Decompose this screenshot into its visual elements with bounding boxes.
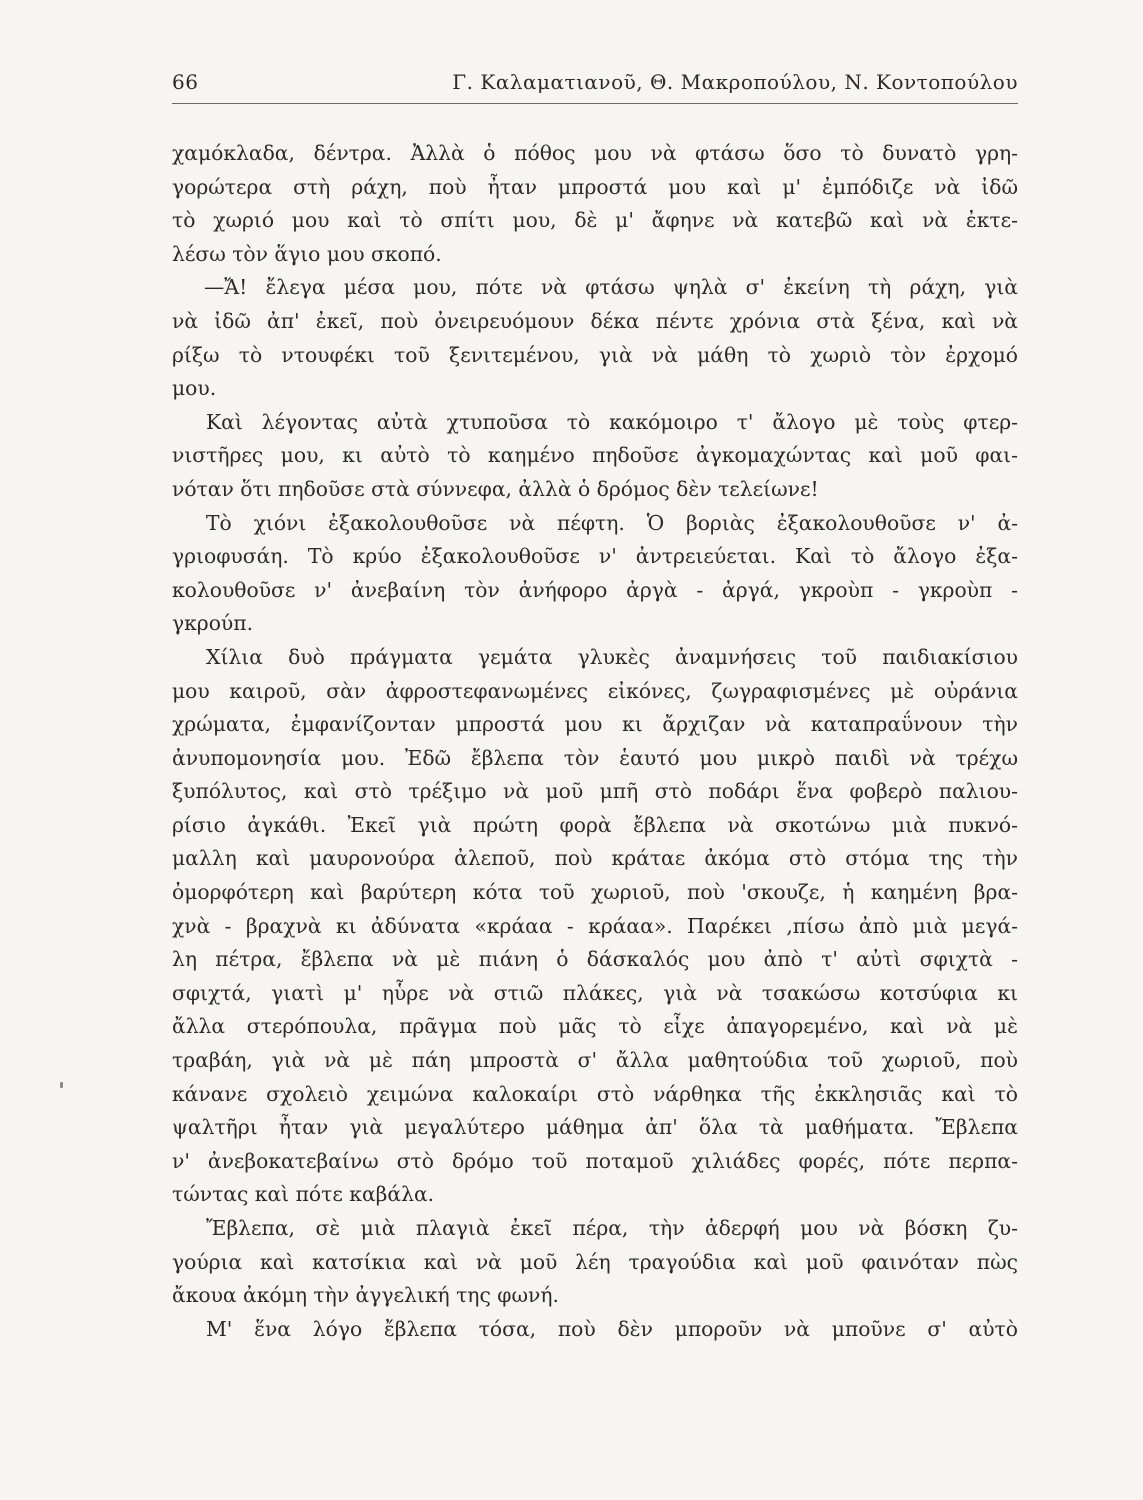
text-line: κολουθοῦσε ν' ἀνεβαίνη τὸν ἀνήφορο ἀργὰ - ἀργά, γκροὺπ - γκροὺπ -	[172, 577, 1018, 602]
text-line: γούρια καὶ κατσίκια καὶ νὰ μοῦ λέη τραγούδια καὶ μοῦ φαινόταν πὼς	[172, 1249, 1018, 1274]
text-line: Τὸ χιόνι ἐξακολουθοῦσε νὰ πέφτη. Ὁ βοριὰς ἐξακολουθοῦσε ν' ἀ-	[206, 510, 1018, 535]
text-line: τραβάη, γιὰ νὰ μὲ πάη μπροστὰ σ' ἄλλα μαθητούδια τοῦ χωριοῦ, ποὺ	[172, 1048, 1018, 1073]
text-line: χρώματα, ἐμφανίζονταν μπροστά μου κι ἄρχιζαν νὰ καταπραΰνουν τὴν	[172, 712, 1018, 737]
text-line: λέσω τὸν ἅγιο μου σκοπό.	[172, 241, 442, 266]
text-line: ρίσιο ἀγκάθι. Ἐκεῖ γιὰ πρώτη φορὰ ἔβλεπα νὰ σκοτώνω μιὰ πυκνό-	[172, 812, 1018, 837]
text-line: ν' ἀνεβοκατεβαίνω στὸ δρόμο τοῦ ποταμοῦ χιλιάδες φορές, πότε περπα-	[172, 1148, 1018, 1173]
text-line: ρίξω τὸ ντουφέκι τοῦ ξενιτεμένου, γιὰ νὰ μάθη τὸ χωριὸ τὸν ἐρχομό	[172, 342, 1018, 367]
text-line: χαμόκλαδα, δέντρα. Ἀλλὰ ὁ πόθος μου νὰ φτάσω ὅσο τὸ δυνατὸ γρη-	[172, 141, 1018, 165]
text-line: νὰ ἰδῶ ἀπ' ἐκεῖ, ποὺ ὀνειρευόμουν δέκα πέντε χρόνια στὰ ξένα, καὶ νὰ	[172, 308, 1018, 333]
text-line: Ἔβλεπα, σὲ μιὰ πλαγιὰ ἐκεῖ πέρα, τὴν ἀδερφή μου νὰ βόσκη ζυ-	[206, 1216, 1018, 1240]
text-line: ὀμορφότερη καὶ βαρύτερη κότα τοῦ χωριοῦ, ποὺ 'σκουζε, ἡ καημένη βρα-	[172, 880, 1018, 905]
text-line: χνὰ - βραχνὰ κι ἀδύνατα «κράαα - κράαα». Παρέκει ,πίσω ἀπὸ μιὰ μεγά-	[172, 913, 1018, 938]
text-line: ἄλλα στερόπουλα, πρᾶγμα ποὺ μᾶς τὸ εἶχε ἀπαγορεμένο, καὶ νὰ μὲ	[172, 1014, 1018, 1039]
body-text	[172, 137, 1018, 1346]
page-number: 66	[172, 70, 199, 94]
text-line: ἀνυπομονησία μου. Ἐδῶ ἔβλεπα τὸν ἑαυτό μου μικρὸ παιδὶ νὰ τρέχω	[172, 745, 1018, 770]
text-line: γκρούπ.	[172, 611, 254, 636]
text-line: ἄκουα ἀκόμη τὴν ἀγγελική της φωνή.	[172, 1283, 559, 1308]
running-head: Γ. Καλαματιανοῦ, Θ. Μακροπούλου, Ν. Κοντοπούλου	[452, 70, 1018, 94]
text-line: μαλλη καὶ μαυρονούρα ἀλεποῦ, ποὺ κράταε ἀκόμα στὸ στόμα της τὴν	[172, 846, 1018, 871]
text-line: Καὶ λέγοντας αὐτὰ χτυποῦσα τὸ κακόμοιρο τ' ἄλογο μὲ τοὺς φτερ-	[206, 409, 1018, 434]
text-line: νόταν ὅτι πηδοῦσε στὰ σύννεφα, ἀλλὰ ὁ δρόμος δὲν τελείωνε!	[172, 476, 819, 501]
text-line: κάνανε σχολειὸ χειμώνα καλοκαίρι στὸ νάρθηκα τῆς ἐκκλησιᾶς καὶ τὸ	[172, 1081, 1018, 1106]
scan-speck	[60, 1082, 63, 1088]
text-line: —Ἄ! ἔλεγα μέσα μου, πότε νὰ φτάσω ψηλὰ σ' ἐκείνη τὴ ράχη, γιὰ	[204, 275, 1018, 300]
text-line: γορώτερα στὴ ράχη, ποὺ ἦταν μπροστά μου καὶ μ' ἐμπόδιζε νὰ ἰδῶ	[172, 174, 1018, 199]
header-rule	[172, 103, 1018, 104]
text-line: σφιχτά, γιατὶ μ' ηὗρε νὰ στιῶ πλάκες, γιὰ νὰ τσακώσω κοτσύφια κι	[172, 980, 1018, 1005]
text-line: ξυπόλυτος, καὶ στὸ τρέξιμο νὰ μοῦ μπῆ στὸ ποδάρι ἕνα φοβερὸ παλιου-	[172, 779, 1018, 804]
text-line: ψαλτῆρι ἦταν γιὰ μεγαλύτερο μάθημα ἀπ' ὅλα τὰ μαθήματα. Ἔβλεπα	[172, 1115, 1018, 1140]
text-line: λη πέτρα, ἔβλεπα νὰ μὲ πιάνη ὁ δάσκαλός μου ἀπὸ τ' αὐτὶ σφιχτὰ -	[172, 947, 1018, 972]
page-header	[172, 70, 1018, 100]
text-line: Μ' ἕνα λόγο ἔβλεπα τόσα, ποὺ δὲν μποροῦν νὰ μποῦνε σ' αὐτὸ	[206, 1316, 1018, 1341]
text-line: τώντας καὶ πότε καβάλα.	[172, 1182, 435, 1207]
text-line: γριοφυσάη. Τὸ κρύο ἐξακολουθοῦσε ν' ἀντρειεύεται. Καὶ τὸ ἄλογο ἐξα-	[172, 544, 1018, 569]
text-line: μου καιροῦ, σὰν ἀφροστεφανωμένες εἰκόνες, ζωγραφισμένες μὲ οὐράνια	[172, 678, 1018, 703]
text-line: νιστῆρες μου, κι αὐτὸ τὸ καημένο πηδοῦσε ἀγκομαχώντας καὶ μοῦ φαι-	[172, 443, 1018, 468]
text-line: μου.	[172, 376, 217, 401]
text-line: τὸ χωριό μου καὶ τὸ σπίτι μου, δὲ μ' ἄφηνε νὰ κατεβῶ καὶ νὰ ἐκτε-	[172, 208, 1018, 233]
text-line: Χίλια δυὸ πράγματα γεμάτα γλυκὲς ἀναμνήσεις τοῦ παιδιακίσιου	[206, 644, 1018, 669]
